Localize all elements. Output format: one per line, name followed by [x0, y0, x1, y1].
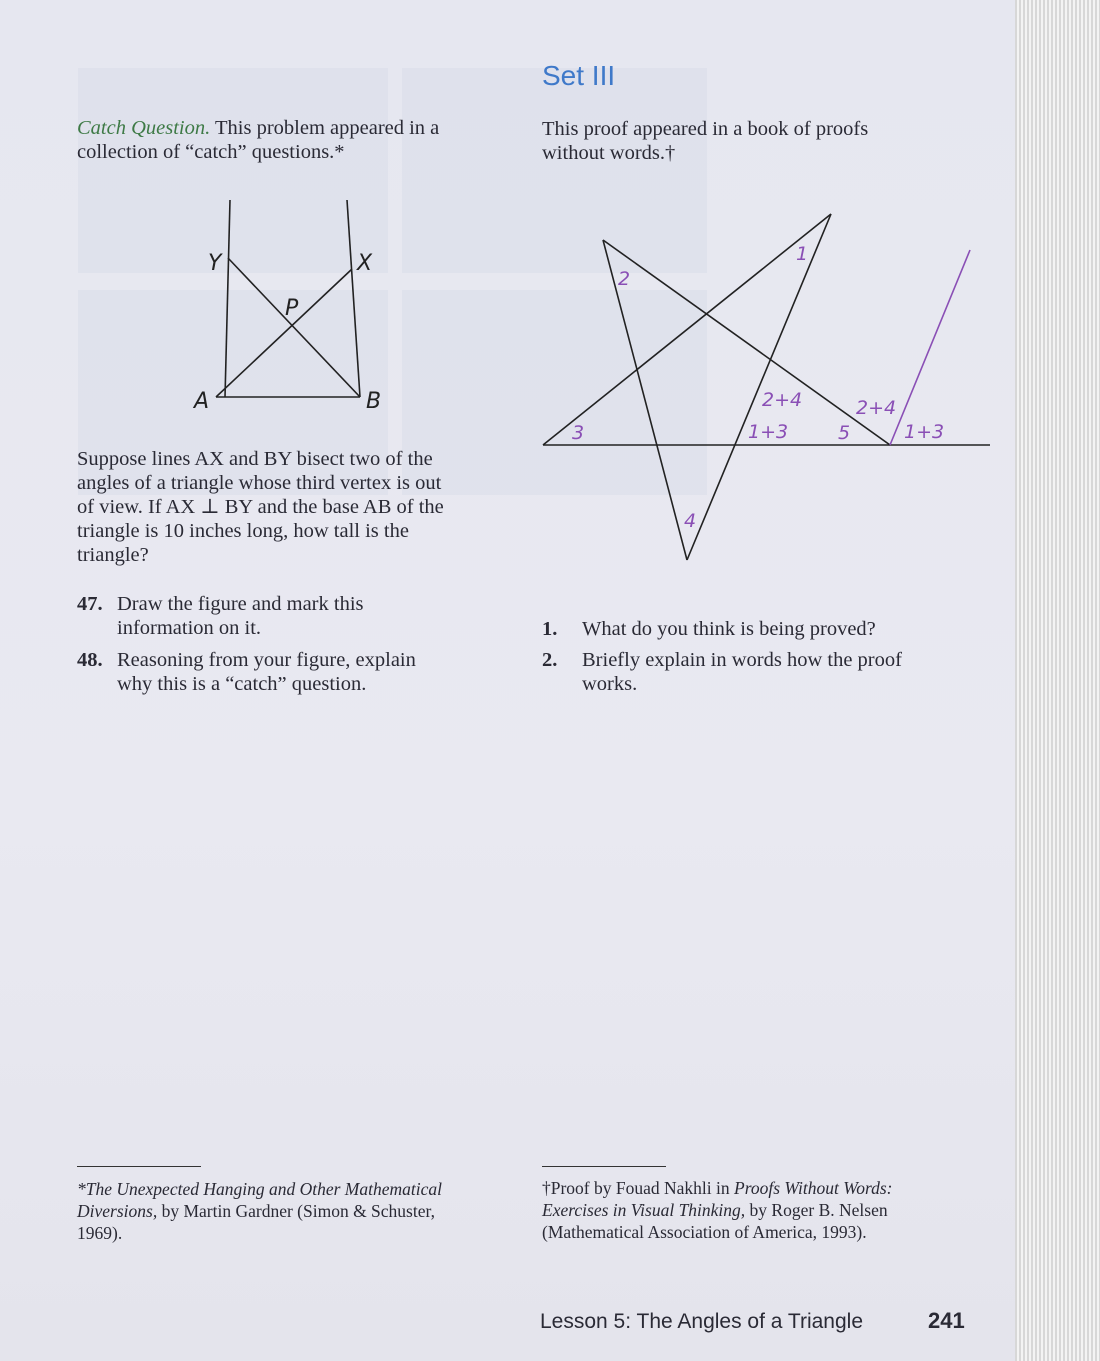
angle-label-5: 5	[838, 422, 851, 444]
angle-label-2-plus-4: 2+4	[762, 389, 803, 411]
paragraph-line: triangle?	[77, 544, 149, 566]
question-text: Reasoning from your figure, explain	[117, 649, 416, 671]
footnote-line: by Roger B. Nelsen	[745, 1200, 888, 1220]
angle-label-1-plus-3: 1+3	[748, 421, 789, 443]
star-proof-figure	[540, 205, 995, 570]
footnote-line: by Martin Gardner (Simon & Schuster,	[157, 1201, 435, 1221]
line-by	[228, 258, 360, 397]
star-line	[603, 240, 687, 560]
question-text: why this is a “catch” question.	[117, 673, 367, 695]
label-b: B	[366, 389, 382, 414]
catch-question-title: Catch Question.	[77, 117, 211, 139]
question-number: 1.	[542, 618, 558, 640]
exterior-label-2-plus-4: 2+4	[856, 397, 897, 419]
question-text: information on it.	[117, 617, 262, 639]
angle-label-4: 4	[684, 510, 697, 532]
footnote-line: *The Unexpected Hanging and Other Mathematical	[77, 1179, 442, 1199]
line-ax	[216, 269, 352, 397]
footnote-line: †Proof by Fouad Nakhli in	[542, 1178, 735, 1198]
question-number: 48.	[77, 649, 103, 671]
question-text: Draw the figure and mark this	[117, 593, 364, 615]
question-1	[542, 617, 962, 641]
proof-intro-line: This proof appeared in a book of proofs	[542, 118, 869, 140]
question-text: works.	[582, 673, 638, 695]
right-side-line	[347, 200, 360, 397]
section-title: Set III	[542, 60, 616, 91]
proof-intro-line: without words.†	[542, 142, 676, 164]
paragraph-line: Suppose lines AX and BY bisect two of the	[77, 448, 433, 470]
catch-intro-line: This problem appeared in a	[210, 117, 440, 139]
proof-intro	[542, 117, 962, 165]
footnote-rule	[542, 1166, 666, 1167]
footnote-italic: Proofs Without Words:	[734, 1178, 893, 1198]
angle-label-2: 2	[618, 268, 631, 290]
label-p: P	[285, 296, 299, 321]
footnote-italic: Diversions,	[77, 1201, 158, 1221]
question-number: 47.	[77, 593, 103, 615]
exterior-line	[890, 250, 970, 445]
question-2	[542, 648, 962, 696]
bisector-figure	[180, 190, 410, 420]
footnote-line: 1969).	[77, 1223, 123, 1243]
paragraph-line: of view. If AX ⊥ BY and the base AB of the	[77, 496, 444, 518]
page-edge	[1015, 0, 1100, 1361]
label-y: Y	[208, 251, 222, 276]
left-footnote	[77, 1178, 497, 1244]
footnote-line: (Mathematical Association of America, 1993).	[542, 1222, 867, 1242]
catch-intro	[77, 116, 507, 164]
paragraph-line: angles of a triangle whose third vertex is out	[77, 472, 442, 494]
question-47	[77, 592, 507, 640]
left-side-line	[225, 200, 230, 397]
label-a: A	[194, 389, 210, 414]
question-text: Briefly explain in words how the proof	[582, 649, 902, 671]
catch-intro-line: collection of “catch” questions.*	[77, 141, 345, 163]
catch-paragraph	[77, 447, 507, 567]
question-number: 2.	[542, 649, 558, 671]
page-number: 241	[928, 1308, 965, 1333]
angle-label-3: 3	[572, 422, 585, 444]
angle-label-1: 1	[796, 243, 809, 265]
question-text: What do you think is being proved?	[582, 618, 876, 640]
label-x: X	[357, 251, 373, 276]
right-footnote	[542, 1177, 982, 1243]
paragraph-line: triangle is 10 inches long, how tall is the	[77, 520, 409, 542]
star-line	[603, 240, 890, 445]
exterior-label-1-plus-3: 1+3	[904, 421, 945, 443]
question-48	[77, 648, 507, 696]
running-footer: Lesson 5: The Angles of a Triangle	[540, 1310, 863, 1333]
footnote-italic: Exercises in Visual Thinking,	[542, 1200, 746, 1220]
footnote-rule	[77, 1166, 201, 1167]
